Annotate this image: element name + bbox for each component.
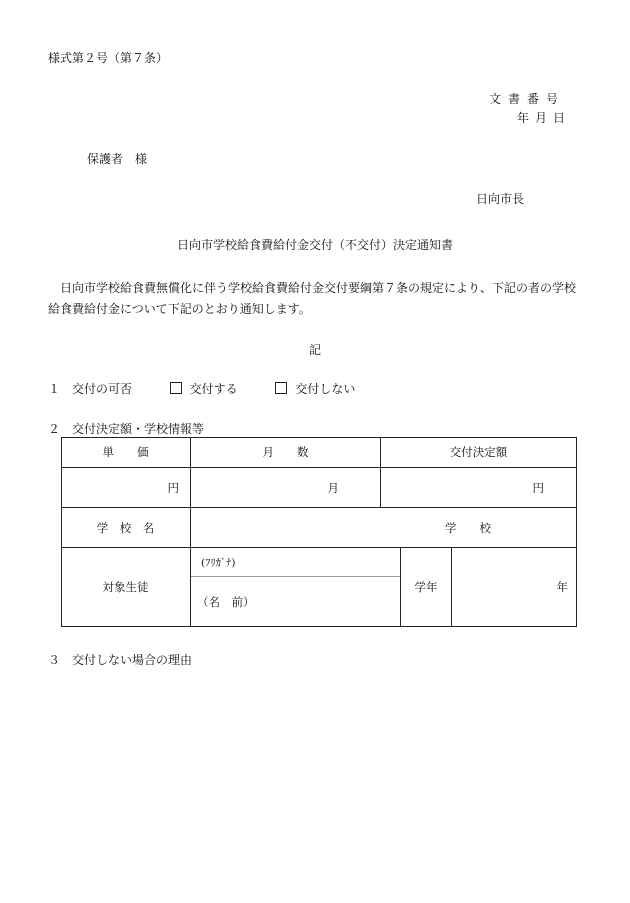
- sender: 日向市長: [476, 192, 525, 206]
- option-issue-label: 交付する: [189, 382, 238, 396]
- student-label: 対象生徒: [102, 580, 149, 594]
- document-title: 日向市学校給食費給付金交付（不交付）決定通知書: [176, 238, 453, 252]
- recipient: 保護者 様: [87, 152, 148, 166]
- body-text: 日向市学校給食費無償化に伴う学校給食費給付金交付要綱第７条の規定により、下記の者の学校給食費給付金について下記のとおり通知します。: [48, 281, 577, 316]
- ki-heading: 記: [308, 343, 321, 357]
- section-1-label: １ 交付の可否: [48, 382, 133, 396]
- form-number: 様式第２号（第７条）: [48, 51, 169, 65]
- grade-label: 学年: [414, 580, 438, 594]
- amount-yen: 円: [532, 480, 544, 495]
- months-header: 月 数: [262, 445, 309, 459]
- section-3-label: ３ 交付しない場合の理由: [48, 653, 193, 667]
- unit-price-header: 単 価: [102, 445, 149, 459]
- date-label: 年月日: [517, 111, 572, 125]
- school-name-label: 学 校 名: [96, 520, 155, 535]
- furigana-label: (ﾌﾘｶﾞﾅ): [201, 556, 236, 569]
- unit-price-yen: 円: [167, 480, 179, 495]
- info-table: [61, 437, 577, 627]
- months-unit: 月: [327, 480, 339, 495]
- school-suffix: 学 校: [445, 520, 491, 535]
- checkbox-issue[interactable]: [170, 382, 182, 394]
- name-label: （名 前）: [197, 594, 255, 609]
- option-no-issue-label: 交付しない: [295, 382, 356, 396]
- document-number-label: 文書番号: [489, 92, 566, 106]
- section-1: [48, 380, 355, 397]
- section-2-label: ２ 交付決定額・学校情報等: [48, 422, 205, 436]
- amount-header: 交付決定額: [449, 445, 508, 459]
- checkbox-no-issue[interactable]: [275, 382, 287, 394]
- grade-unit: 年: [556, 580, 568, 594]
